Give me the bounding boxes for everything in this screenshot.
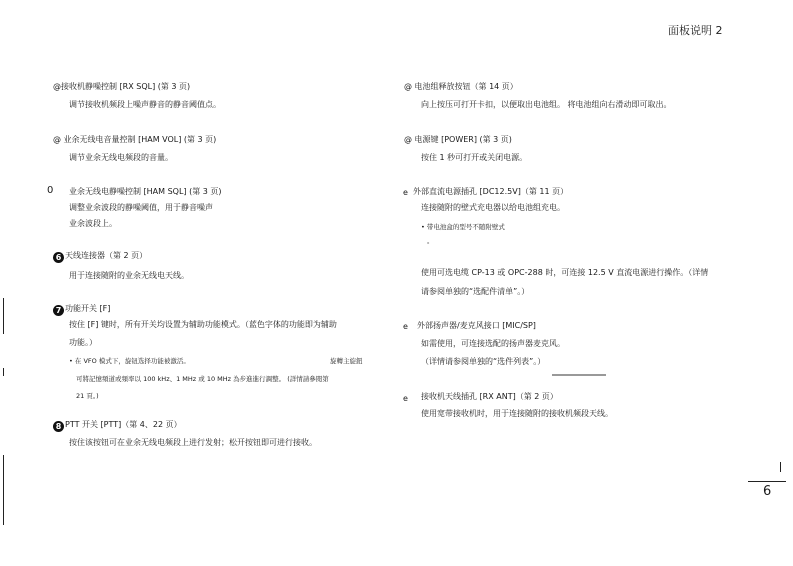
item-number-badge: 8 — [53, 421, 64, 432]
binding-mark — [780, 462, 781, 472]
ham-vol-desc: 调节业余无线电频段的音量。 — [69, 153, 173, 162]
function-switch-note-a: • 在 VFO 模式下，旋钮选择功能被激活。 — [69, 357, 190, 365]
ham-sql-number: 0 — [47, 185, 54, 196]
dc-jack-title: 外部直流电源插孔 [DC12.5V]（第 11 页） — [413, 187, 569, 196]
mic-sp-desc-2: （详情请参阅单独的“选件列表”。） — [421, 357, 546, 366]
dc-jack-note-2: 。 — [427, 237, 434, 245]
rx-sql-title: @接收机静噪控制 [RX SQL] (第 3 页) — [53, 82, 191, 91]
ptt-switch-title — [53, 419, 182, 432]
rx-ant-mark: e — [403, 394, 408, 403]
function-switch-note-2: 可將記憶頻道或頻率以 100 kHz、1 MHz 或 10 MHz 為步進進行調整。 (詳情請參閱第 — [76, 375, 329, 383]
binding-mark — [3, 298, 4, 334]
dc-jack-desc-2: 使用可选电缆 CP-13 或 OPC-288 时，可连接 12.5 V 直流电源进行操作。（详情 — [421, 268, 709, 277]
binding-mark — [3, 368, 4, 376]
dc-jack-desc-3: 请参阅单独的“选配件清单”。） — [421, 287, 530, 296]
ham-sql-title: 业余无线电静噪控制 [HAM SQL] (第 3 页) — [69, 187, 222, 196]
function-switch-note-3: 21 頁。) — [76, 392, 99, 400]
page-number: 6 — [763, 484, 772, 499]
dc-jack-desc: 连接随附的壁式充电器以给电池组充电。 — [421, 203, 565, 212]
ham-vol-title: @ 业余无线电音量控制 [HAM VOL] (第 3 页) — [53, 135, 217, 144]
ptt-switch-desc: 按住该按钮可在业余无线电频段上进行发射；松开按钮即可进行接收。 — [69, 438, 317, 447]
power-key-desc: 按住 1 秒可打开或关闭电源。 — [421, 153, 528, 162]
power-key-title: @ 电源键 [POWER] (第 3 页) — [404, 135, 512, 144]
antenna-connector-label: 天线连接器（第 2 页） — [65, 251, 148, 260]
dc-jack-note-1: • 带电池盒的型号不随附壁式 — [421, 223, 505, 231]
item-number-badge: 7 — [53, 305, 64, 316]
function-switch-desc-2: 功能。） — [69, 338, 97, 347]
page-header: 面板说明 2 — [668, 24, 723, 37]
rx-ant-desc: 使用宽带接收机时，用于连接随附的接收机频段天线。 — [421, 409, 613, 418]
dc-jack-mark: e — [403, 188, 408, 197]
binding-mark — [3, 455, 4, 525]
function-switch-note-b: 旋轉主旋鈕 — [330, 357, 363, 365]
ham-sql-desc-1: 调整业余波段的静噪阈值，用于静音噪声 — [69, 203, 213, 212]
ptt-switch-label: PTT 开关 [PTT]（第 4、22 页） — [65, 420, 182, 429]
rx-ant-title: 接收机天线插孔 [RX ANT]（第 2 页） — [421, 392, 558, 401]
mic-sp-mark: e — [403, 322, 408, 331]
function-switch-label: 功能开关 [F] — [65, 304, 111, 313]
battery-release-desc: 向上按压可打开卡扣，以便取出电池组。 将电池组向右滑动即可取出。 — [421, 100, 672, 109]
function-switch-title — [53, 303, 110, 316]
ham-sql-desc-2: 业余波段上。 — [69, 219, 117, 228]
item-number-badge: 6 — [53, 252, 64, 263]
page-number-rule — [748, 481, 786, 482]
mic-sp-title: 外部扬声器/麦克风接口 [MIC/SP] — [417, 321, 536, 330]
antenna-connector-desc: 用于连接随附的业余无线电天线。 — [69, 271, 189, 280]
antenna-connector-title — [53, 250, 147, 263]
mic-sp-desc-1: 如需使用，可连接选配的扬声器麦克风。 — [421, 339, 565, 348]
rx-sql-desc: 调节接收机频段上噪声静音的静音阈值点。 — [69, 100, 221, 109]
scan-artifact-line — [552, 374, 606, 376]
function-switch-desc-1: 按住 [F] 键时，所有开关均设置为辅助功能模式。（蓝色字体的功能即为辅助 — [69, 320, 337, 329]
battery-release-title: @ 电池组释放按钮（第 14 页） — [404, 82, 518, 91]
